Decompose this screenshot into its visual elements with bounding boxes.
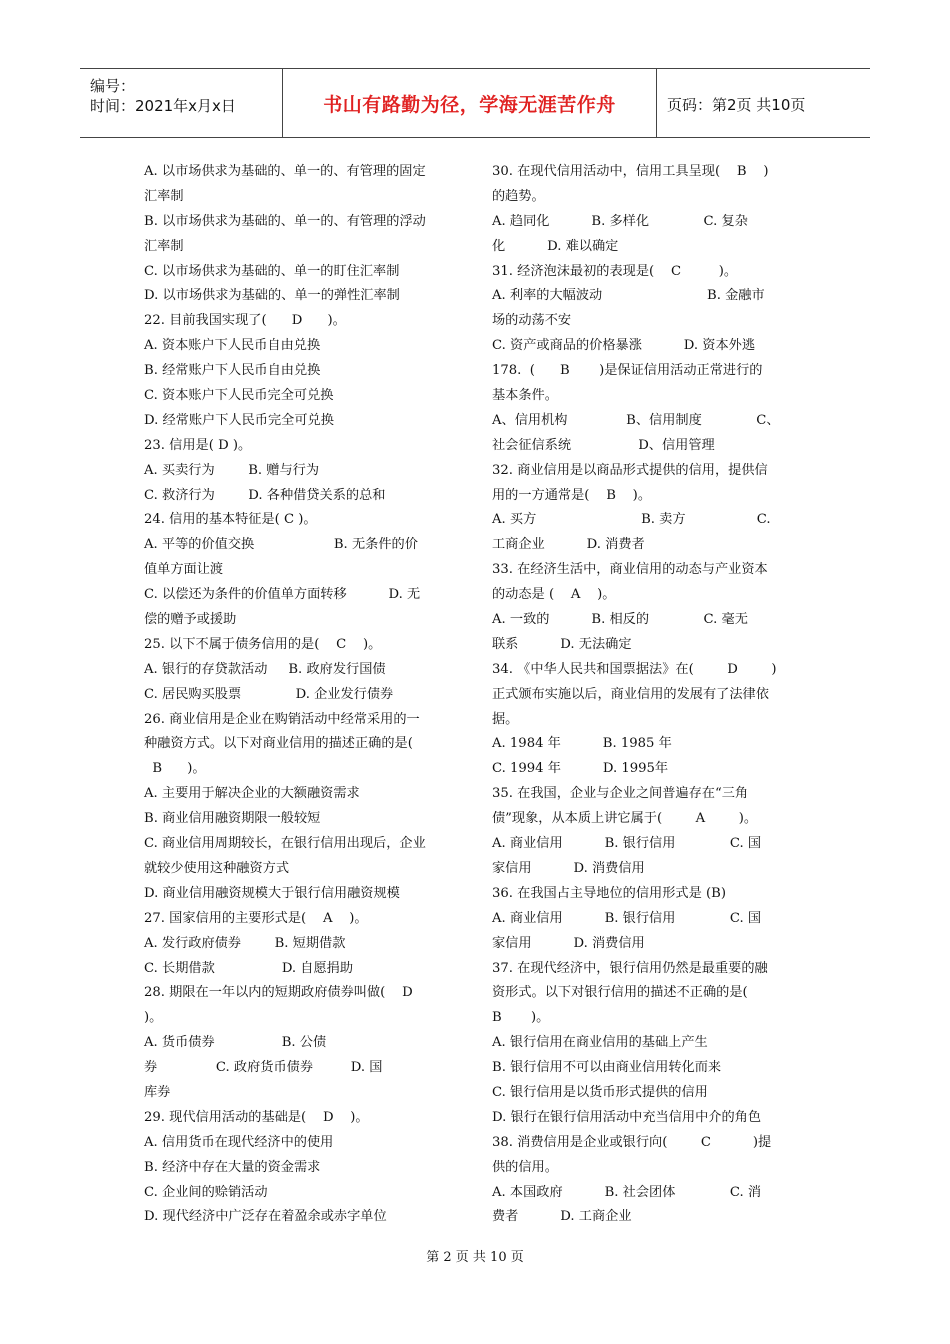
text-line: C. 以市场供求为基础的、单一的盯住汇率制: [144, 263, 400, 279]
text-line: 汇率制: [144, 188, 184, 204]
text-line: D. 以市场供求为基础的、单一的弹性汇率制: [144, 288, 400, 304]
text-line: 24. 信用的基本特征是( C )。: [144, 512, 317, 528]
text-line: C. 以偿还为条件的价值单方面转移 D. 无: [144, 587, 421, 603]
text-line: A. 买方 B. 卖方 C.: [492, 512, 771, 528]
header-motto-cell: [283, 69, 657, 137]
text-line: A. 一致的 B. 相反的 C. 毫无: [492, 612, 748, 628]
text-line: 33. 在经济生活中，商业信用的动态与产业资本: [492, 562, 768, 578]
text-line: C. 长期借款 D. 自愿捐助: [144, 960, 354, 976]
text-line: 据。: [492, 711, 519, 727]
text-line: 种融资方式。以下对商业信用的描述正确的是(: [144, 736, 413, 752]
text-line: A. 银行信用在商业信用的基础上产生: [492, 1035, 708, 1051]
text-line: C. 1994 年 D. 1995年: [492, 761, 669, 777]
text-line: 化 D. 难以确定: [492, 238, 619, 254]
text-line: 25. 以下不属于债务信用的是( C )。: [144, 636, 382, 652]
text-line: C. 居民购买股票 D. 企业发行债券: [144, 686, 394, 702]
text-line: A. 资本账户下人民币自由兑换: [144, 338, 321, 354]
text-line: 26. 商业信用是企业在购销活动中经常采用的一: [144, 711, 420, 727]
text-line: A. 商业信用 B. 银行信用 C. 国: [492, 910, 762, 926]
text-line: A. 商业信用 B. 银行信用 C. 国: [492, 836, 762, 852]
text-line: D. 现代经济中广泛存在着盈余或赤字单位: [144, 1209, 387, 1225]
text-line: B. 以市场供求为基础的、单一的、有管理的浮动: [144, 213, 426, 229]
text-line: B. 银行信用不可以由商业信用转化而来: [492, 1060, 722, 1076]
text-line: A. 以市场供求为基础的、单一的、有管理的固定: [144, 164, 426, 179]
text-line: B )。: [492, 1010, 550, 1026]
text-line: 178. ( B )是保证信用活动正常进行的: [492, 363, 763, 379]
text-line: C. 银行信用是以货币形式提供的信用: [492, 1084, 708, 1100]
text-line: A. 买卖行为 B. 赠与行为: [144, 462, 320, 478]
text-line: 38. 消费信用是企业或银行向( C )提: [492, 1134, 772, 1150]
text-line: 汇率制: [144, 238, 184, 254]
text-line: 35. 在我国，企业与企业之间普遍存在“三角: [492, 786, 749, 802]
text-line: A. 趋同化 B. 多样化 C. 复杂: [492, 213, 748, 229]
text-line: C. 资本账户下人民币完全可兑换: [144, 388, 334, 404]
text-line: 32. 商业信用是以商品形式提供的信用，提供信: [492, 462, 768, 478]
text-line: D. 银行在银行信用活动中充当信用中介的角色: [492, 1109, 762, 1125]
text-line: C. 救济行为 D. 各种借贷关系的总和: [144, 487, 386, 503]
text-line: C. 企业间的赊销活动: [144, 1184, 268, 1200]
text-line: 31. 经济泡沫最初的表现是( C )。: [492, 263, 738, 279]
text-line: 就较少使用这种融资方式: [144, 860, 290, 876]
left-column: [144, 160, 456, 1230]
text-line: 债”现象，从本质上讲它属于( A )。: [492, 811, 758, 827]
text-line: A、信用机构 B、信用制度 C、: [492, 412, 780, 428]
text-line: 值单方面让渡: [144, 562, 224, 578]
text-line: B. 经济中存在大量的资金需求: [144, 1159, 321, 1175]
serial-number-label: 编号：: [90, 77, 136, 95]
right-column: [492, 160, 804, 1230]
text-line: 社会征信系统 D、信用管理: [492, 437, 715, 453]
text-line: 券 C. 政府货币债券 D. 国: [144, 1060, 383, 1076]
text-line: 27. 国家信用的主要形式是( A )。: [144, 910, 368, 926]
text-line: A. 1984 年 B. 1985 年: [492, 736, 672, 752]
text-line: 正式颁布实施以后，商业信用的发展有了法律依: [492, 686, 769, 702]
text-line: 用的一方通常是( B )。: [492, 487, 652, 503]
header-info-cell: [80, 69, 283, 137]
text-line: 资形式。以下对银行信用的描述不正确的是(: [492, 985, 748, 1001]
text-line: D. 商业信用融资规模大于银行信用融资规模: [144, 885, 400, 901]
text-line: 36. 在我国占主导地位的信用形式是 (B): [492, 885, 726, 901]
text-line: A. 货币债券 B. 公债: [144, 1035, 327, 1051]
text-line: C. 资产或商品的价格暴涨 D. 资本外逃: [492, 338, 756, 354]
text-line: 29. 现代信用活动的基础是( D )。: [144, 1109, 369, 1125]
page-header: [80, 68, 870, 138]
header-page-cell: [657, 69, 870, 137]
text-line: A. 本国政府 B. 社会团体 C. 消: [492, 1184, 762, 1200]
text-line: 22. 目前我国实现了( D )。: [144, 313, 346, 329]
text-line: 家信用 D. 消费信用: [492, 860, 645, 876]
text-line: 联系 D. 无法确定: [492, 636, 632, 652]
text-line: )。: [144, 1010, 163, 1026]
text-line: B. 商业信用融资期限一般较短: [144, 811, 321, 827]
text-line: B )。: [144, 761, 206, 777]
page-footer: 第 2 页 共 10 页: [426, 1250, 524, 1265]
text-line: 偿的赠予或援助: [144, 612, 237, 628]
text-line: A. 平等的价值交换 B. 无条件的价: [144, 537, 418, 553]
text-line: 28. 期限在一年以内的短期政府债券叫做( D: [144, 985, 413, 1001]
text-line: A. 利率的大幅波动 B. 金融市: [492, 288, 765, 304]
text-line: 的趋势。: [492, 188, 545, 204]
text-line: C. 商业信用周期较长，在银行信用出现后，企业: [144, 836, 426, 852]
text-line: D. 经常账户下人民币完全可兑换: [144, 412, 334, 428]
text-line: 37. 在现代经济中，银行信用仍然是最重要的融: [492, 960, 768, 976]
text-line: 的动态是 ( A )。: [492, 587, 616, 603]
text-line: 30. 在现代信用活动中，信用工具呈现( B ): [492, 164, 769, 179]
text-line: A. 银行的存贷款活动 B. 政府发行国债: [144, 661, 386, 677]
motto-text: 书山有路勤为径，学海无涯苦作舟: [323, 94, 616, 116]
text-line: 供的信用。: [492, 1159, 558, 1175]
text-line: A. 发行政府债券 B. 短期借款: [144, 935, 346, 951]
text-line: 场的动荡不安: [492, 313, 572, 329]
page-number-label: 页码：第2页 共10页: [667, 96, 806, 114]
text-line: 23. 信用是( D )。: [144, 437, 252, 453]
text-line: 家信用 D. 消费信用: [492, 935, 645, 951]
date-label: 时间：2021年x月x日: [90, 97, 236, 115]
text-line: 费者 D. 工商企业: [492, 1209, 632, 1225]
text-line: B. 经常账户下人民币自由兑换: [144, 363, 321, 379]
text-line: 基本条件。: [492, 388, 558, 404]
text-line: 工商企业 D. 消费者: [492, 537, 645, 553]
text-line: 库券: [144, 1084, 171, 1100]
text-line: A. 信用货币在现代经济中的使用: [144, 1134, 334, 1150]
text-line: 34. 《中华人民共和国票据法》在( D ): [492, 661, 777, 677]
text-line: A. 主要用于解决企业的大额融资需求: [144, 786, 360, 802]
